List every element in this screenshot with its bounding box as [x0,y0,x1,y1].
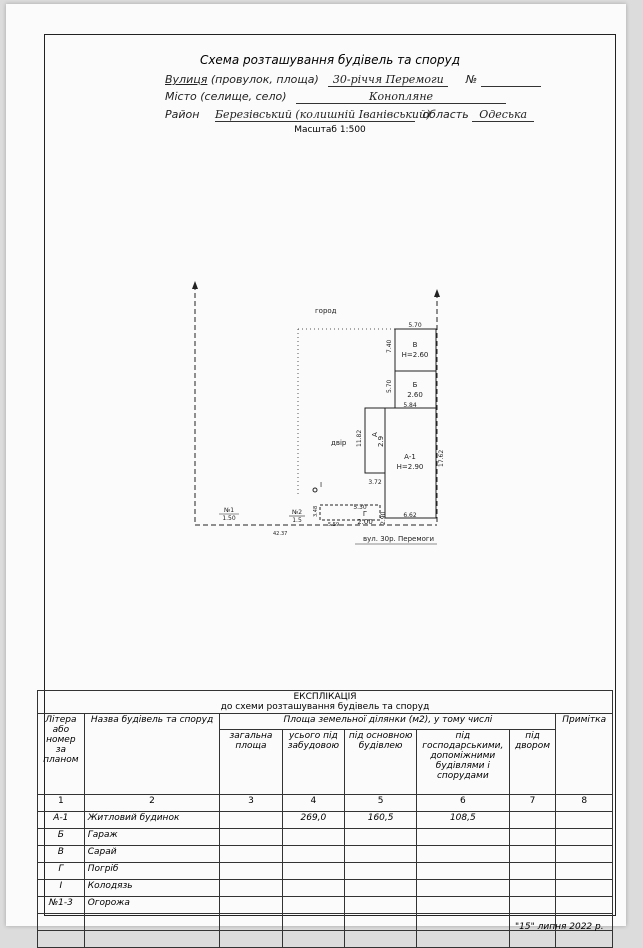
dim-d1: 3.48 [313,505,319,517]
district-line [165,108,534,122]
explication-table [37,690,613,948]
building-a1 [385,408,436,518]
header-aux: під господарськими, допоміжними будівлями і спорудами [416,729,509,794]
explication-title-cell [38,691,613,714]
building-g-side: 2.90 [380,511,387,525]
table-row [38,897,613,914]
street-value: 30-річчя Перемоги [328,73,448,87]
boundary-arrow-left [192,281,198,289]
building-b-depth: 5.70 [386,379,393,393]
header-yard: під двором [509,729,556,794]
row-yard [509,812,556,829]
document-date: "15" липня 2022 р. [515,922,604,932]
number-label: № [465,73,478,86]
header-litera: Літера або номер за планом [38,714,85,795]
building-a1-code: А-1 [404,453,416,461]
building-g [320,505,380,520]
row-name: Погріб [84,863,220,880]
garden-label: город [315,307,337,315]
building-a1-width: 6.62 [403,512,417,519]
row-name: Гараж [84,829,220,846]
building-a-height: 2.9 [377,435,385,447]
table-row [38,829,613,846]
property-boundary [195,285,437,525]
row-litera: І [38,880,85,897]
building-a [365,408,385,473]
building-b [395,371,436,408]
dim-d3: 42.37 [273,531,288,537]
street-label: Вулиця [165,73,208,86]
street-label-rest: (провулок, площа) [207,73,319,86]
row-aux: 108,5 [416,812,509,829]
header-total: загальна площа [220,729,282,794]
city-line [165,90,506,104]
row-main: 160,5 [345,812,417,829]
table-row [38,812,613,829]
header-note: Примітка [556,714,613,795]
building-a-depth: 11.82 [356,429,363,447]
building-b-height: 2.60 [407,391,423,399]
well-label: І [320,481,323,489]
header-built: усього під забудовою [282,729,345,794]
header-name: Назва будівель та споруд [84,714,220,795]
region-value: Одеська [472,108,534,122]
document-title: Схема розташування будівель та споруд [199,53,461,67]
building-g-height: 2.00 [357,518,373,526]
row-litera: А-1 [38,812,85,829]
dotted-inner-line [298,329,395,495]
number-value [481,73,541,87]
building-a1-height: Н=2.90 [396,463,424,471]
boundary-arrow-right [434,289,440,297]
row-litera: №1-3 [38,897,85,914]
building-g-code: Г [362,510,368,518]
row-note [556,812,613,829]
row-litera: Б [38,829,85,846]
region-label: область [422,108,469,121]
street-plan-label: вул. 30р. Перемоги [363,535,435,543]
table-row [38,863,613,880]
yard-label: двір [331,439,347,447]
fence-n2-height: 1.5 [292,517,302,524]
col-num: 4 [282,795,345,812]
row-built: 269,0 [282,812,345,829]
building-v-code: В [412,341,418,349]
building-v-width: 5.70 [408,322,422,329]
table-row [38,880,613,897]
col-num: 1 [38,795,85,812]
scale-label: Масштаб 1:500 [294,125,366,135]
col-num: 3 [220,795,282,812]
explication-subtitle: до схеми розташування будівель та споруд [220,702,430,712]
building-b-code: Б [412,381,418,389]
district-label: Район [165,108,200,121]
district-value: Березівський (колишній Іванівський) [214,108,431,121]
row-name: Житловий будинок [84,812,220,829]
row-name: Сарай [84,846,220,863]
city-value: Коноплянe [296,90,506,104]
street-line [165,73,541,87]
building-a-code: А [371,432,379,437]
building-a1-depth: 17.62 [438,449,445,467]
row-litera: В [38,846,85,863]
city-label: Місто (селище, село) [165,90,287,103]
building-v-depth: 7.40 [386,339,393,353]
col-num: 7 [509,795,556,812]
row-litera: Г [38,863,85,880]
building-g-width: 5.30 [353,504,367,511]
building-v-height: Н=2.60 [401,351,429,359]
building-b-width: 5.84 [403,402,417,409]
fence-n1-code: №1 [223,507,235,514]
header-main: під основною будівлею [345,729,417,794]
drawing-frame [43,34,616,932]
fence-n1-height: 1.50 [222,515,236,522]
row-total [220,812,282,829]
table-row [38,846,613,863]
row-name: Колодязь [84,880,220,897]
well-marker [313,488,317,492]
header-area-group: Площа земельної ділянки (м2), у тому числі [220,714,556,730]
document-sheet [6,4,626,932]
col-num: 6 [416,795,509,812]
table-row-empty [38,931,613,948]
building-v [395,329,436,371]
explication-title: ЕКСПЛІКАЦІЯ [293,692,357,702]
fence-n2-code: №2 [291,509,303,516]
col-num: 8 [556,795,613,812]
col-num: 2 [84,795,220,812]
row-name: Огорожа [84,897,220,914]
dim-d2: 5.59 [328,522,340,528]
col-num: 5 [345,795,417,812]
building-a-width: 3.72 [368,479,382,486]
column-numbers-row [38,795,613,812]
